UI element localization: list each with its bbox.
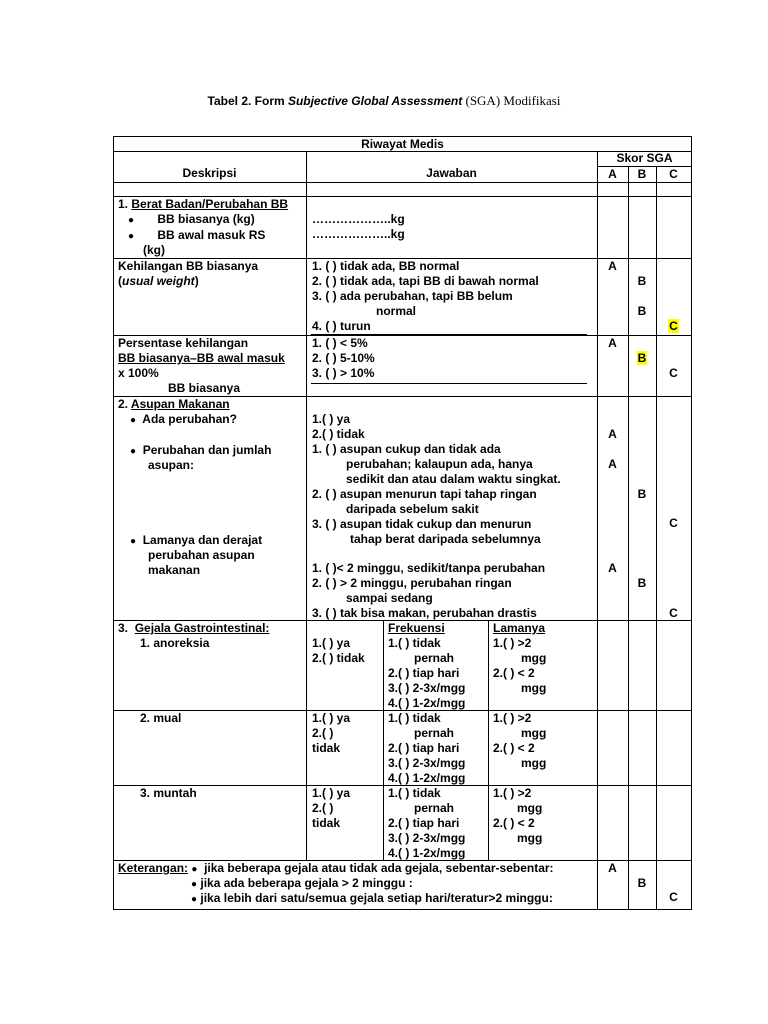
mual-tidak: 2.( ) <box>312 726 334 740</box>
keterangan-score-b: B <box>637 876 647 890</box>
kehilangan-opt-2: 2. ( ) tidak ada, tapi BB di bawah normal <box>312 274 539 288</box>
column-header-c: C <box>669 167 678 181</box>
muntah-lama-1: 1.( ) >2 <box>493 786 532 800</box>
mual-frek-1: 1.( ) tidak <box>388 711 441 725</box>
muntah-lama-1-cont: mgg <box>517 801 543 815</box>
kehilangan-opt-4: 4. ( ) turun <box>312 319 371 333</box>
s2-answer-tidak: 2.( ) tidak <box>312 427 365 441</box>
keterangan-line-3: ● jika lebih dari satu/semua gejala setiap hari/teratur>2 minggu: <box>191 891 553 905</box>
s2-question-3-cont1: perubahan asupan <box>148 548 255 562</box>
s2-question-3-cont2: makanan <box>148 563 201 577</box>
s2-answer-b1-cont2: sedikit dan atau dalam waktu singkat. <box>346 472 561 486</box>
mual-ya: 1.( ) ya <box>312 711 351 725</box>
s1-bullet-2-cont: (kg) <box>143 243 165 257</box>
muntah-ya: 1.( ) ya <box>312 786 351 800</box>
s2-answer-b3: 3. ( ) asupan tidak cukup dan menurun <box>312 517 532 531</box>
kehilangan-score-c: C <box>669 319 678 333</box>
kehilangan-opt-3: 3. ( ) ada perubahan, tapi BB belum <box>312 289 513 303</box>
muntah-frek-1-cont: pernah <box>414 801 455 815</box>
persentase-score-c: C <box>669 366 678 380</box>
s2-question-2-cont: asupan: <box>148 458 195 472</box>
persentase-label-3: x 100% <box>118 366 159 380</box>
persentase-opt-2: 2. ( ) 5-10% <box>312 351 375 365</box>
muntah-frek-1: 1.( ) tidak <box>388 786 441 800</box>
anoreksia-ya: 1.( ) ya <box>312 636 351 650</box>
kehilangan-score-b2: B <box>637 304 647 318</box>
s2-score-b1: B <box>637 487 647 501</box>
keterangan-line-1: Keterangan: ● jika beberapa gejala atau tidak ada gejala, sebentar-sebentar: <box>118 861 554 875</box>
anoreksia-lama-1: 1.( ) >2 <box>493 636 532 650</box>
s2-answer-b2-cont: daripada sebelum sakit <box>346 502 479 516</box>
s2-answer-b1-cont1: perubahan; kalaupun ada, hanya <box>346 457 533 471</box>
mual-lama-1: 1.( ) >2 <box>493 711 532 725</box>
lamanya-header: Lamanya <box>493 621 546 635</box>
persentase-label-2: BB biasanya–BB awal masuk <box>118 351 285 365</box>
muntah-frek-4: 4.( ) 1-2x/mgg <box>388 846 466 860</box>
column-header-deskripsi: Deskripsi <box>182 166 237 180</box>
title-prefix: Tabel 2. Form <box>207 94 285 108</box>
kehilangan-opt-1: 1. ( ) tidak ada, BB normal <box>312 259 460 273</box>
s2-question-3: ● Lamanya dan derajat <box>130 533 263 547</box>
column-header-a: A <box>608 167 617 181</box>
s2-score-c2: C <box>669 606 678 620</box>
column-header-b: B <box>637 167 647 181</box>
keterangan-score-a: A <box>608 861 617 875</box>
persentase-opt-1: 1. ( ) < 5% <box>312 336 368 350</box>
keterangan-score-c: C <box>669 890 678 904</box>
gejala-mual: 2. mual <box>140 711 182 725</box>
muntah-tidak: 2.( ) <box>312 801 334 815</box>
frekuensi-header: Frekuensi <box>388 621 445 635</box>
anoreksia-frek-1-cont: pernah <box>414 651 455 665</box>
column-header-jawaban: Jawaban <box>426 166 477 180</box>
kehilangan-label-1: Kehilangan BB biasanya <box>118 259 259 273</box>
muntah-tidak-cont: tidak <box>312 816 341 830</box>
muntah-lama-2-cont: mgg <box>517 831 543 845</box>
mual-frek-1-cont: pernah <box>414 726 455 740</box>
kehilangan-score-a: A <box>608 259 617 273</box>
s2-score-a2: A <box>608 457 617 471</box>
kehilangan-score-b1: B <box>637 274 647 288</box>
mual-frek-2: 2.( ) tiap hari <box>388 741 460 755</box>
persentase-score-a: A <box>608 336 617 350</box>
s2-answer-b2: 2. ( ) asupan menurun tapi tahap ringan <box>312 487 537 501</box>
kehilangan-opt-3-cont: normal <box>376 304 417 318</box>
anoreksia-frek-2: 2.( ) tiap hari <box>388 666 460 680</box>
title-suffix: (SGA) Modifikasi <box>465 93 561 108</box>
muntah-frek-2: 2.( ) tiap hari <box>388 816 460 830</box>
s2-score-a1: A <box>608 427 617 441</box>
s2-score-c1: C <box>669 516 678 530</box>
section-3-title: 3. Gejala Gastrointestinal: <box>118 621 270 635</box>
title-italic: Subjective Global Assessment <box>287 94 463 108</box>
mual-frek-3: 3.( ) 2-3x/mgg <box>388 756 466 770</box>
gejala-muntah: 3. muntah <box>140 786 197 800</box>
anoreksia-frek-1: 1.( ) tidak <box>388 636 441 650</box>
mual-tidak-cont: tidak <box>312 741 341 755</box>
muntah-lama-2: 2.( ) < 2 <box>493 816 535 830</box>
persentase-score-b: B <box>637 351 647 365</box>
section-header: Riwayat Medis <box>361 137 444 151</box>
s2-answer-b1: 1. ( ) asupan cukup dan tidak ada <box>312 442 501 456</box>
s1-answer-1: ………………..kg <box>312 212 405 226</box>
anoreksia-lama-1-cont: mgg <box>521 651 547 665</box>
mual-lama-1-cont: mgg <box>521 726 547 740</box>
persentase-label-4: BB biasanya <box>168 381 241 395</box>
s2-question-1: ● Ada perubahan? <box>130 412 237 426</box>
mual-lama-2: 2.( ) < 2 <box>493 741 535 755</box>
kehilangan-label-2: (usual weight) <box>118 274 199 288</box>
anoreksia-lama-2-cont: mgg <box>521 681 547 695</box>
anoreksia-tidak: 2.( ) tidak <box>312 651 365 665</box>
s2-score-b2: B <box>637 576 647 590</box>
s2-answer-c3: 3. ( ) tak bisa makan, perubahan drastis <box>312 606 537 620</box>
s2-answer-b3-cont: tahap berat daripada sebelumnya <box>350 532 541 546</box>
column-header-skor: Skor SGA <box>616 151 673 165</box>
s2-question-2: ● Perubahan dan jumlah <box>130 443 272 457</box>
s2-answer-c2: 2. ( ) > 2 minggu, perubahan ringan <box>312 576 512 590</box>
s1-bullet-2: ● BB awal masuk RS <box>128 228 266 242</box>
s1-answer-2: ………………..kg <box>312 227 405 241</box>
section-2-title: 2. Asupan Makanan <box>118 397 230 411</box>
s2-score-a3: A <box>608 561 617 575</box>
persentase-label-1: Persentase kehilangan <box>118 336 249 350</box>
mual-lama-2-cont: mgg <box>521 756 547 770</box>
persentase-opt-3: 3. ( ) > 10% <box>312 366 375 380</box>
anoreksia-frek-4: 4.( ) 1-2x/mgg <box>388 696 466 710</box>
section-1-title: 1. Berat Badan/Perubahan BB <box>118 197 289 211</box>
mual-frek-4: 4.( ) 1-2x/mgg <box>388 771 466 785</box>
table-title <box>0 93 768 109</box>
keterangan-line-2: ● jika ada beberapa gejala > 2 minggu : <box>191 876 413 890</box>
s2-answer-ya: 1.( ) ya <box>312 412 351 426</box>
muntah-frek-3: 3.( ) 2-3x/mgg <box>388 831 466 845</box>
anoreksia-frek-3: 3.( ) 2-3x/mgg <box>388 681 466 695</box>
anoreksia-lama-2: 2.( ) < 2 <box>493 666 535 680</box>
s2-answer-c2-cont: sampai sedang <box>346 591 433 605</box>
gejala-anoreksia: 1. anoreksia <box>140 636 210 650</box>
s2-answer-c1: 1. ( )< 2 minggu, sedikit/tanpa perubahan <box>312 561 546 575</box>
s1-bullet-1: ● BB biasanya (kg) <box>128 212 255 226</box>
